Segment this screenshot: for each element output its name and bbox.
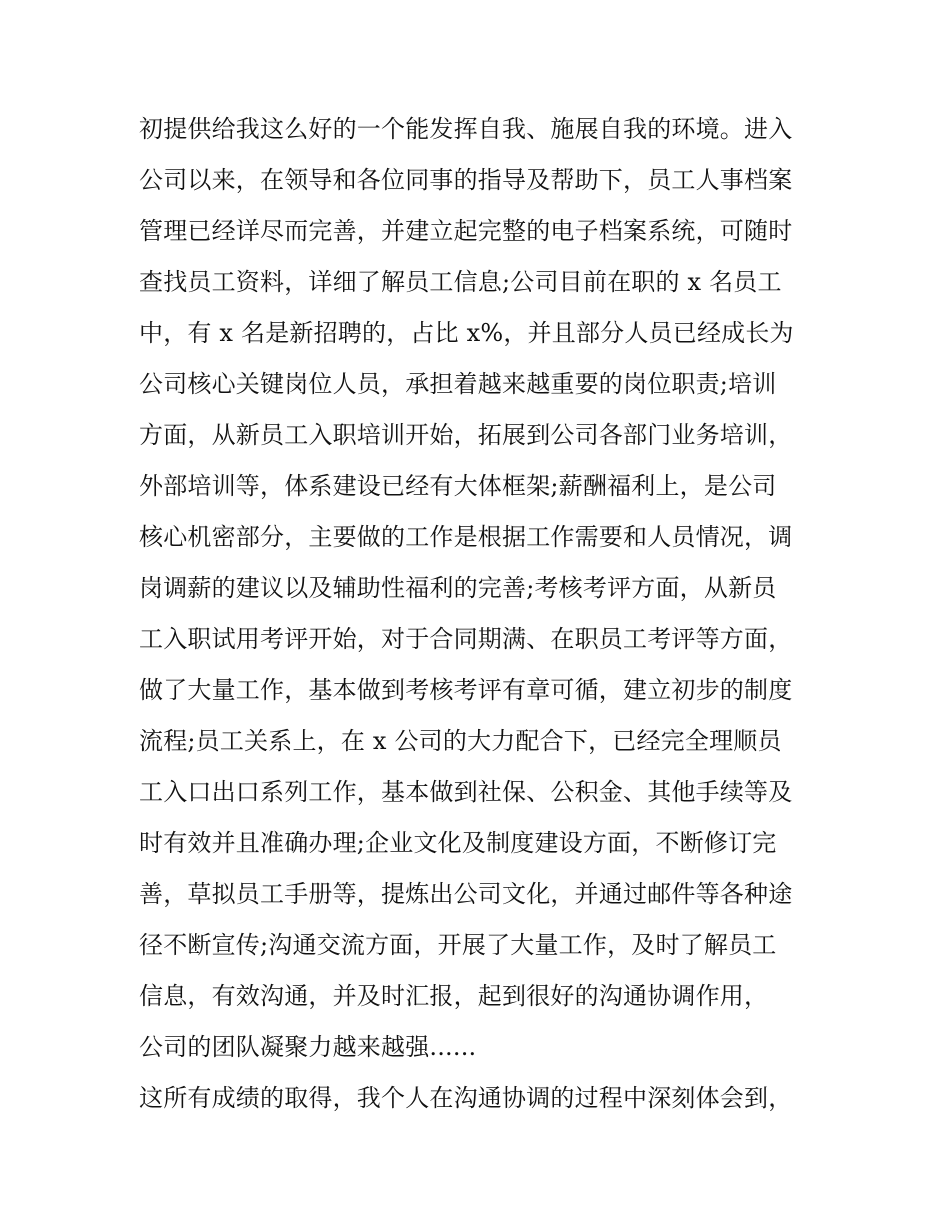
text-line: 公司的团队凝聚力越来越强...... (139, 1033, 477, 1061)
text-line: 外部培训等，体系建设已经有大体框架;薪酬福利上，是公司 (139, 472, 777, 500)
text-line: 工入职试用考评开始，对于合同期满、在职员工考评等方面， (139, 625, 793, 653)
text-line: 岗调薪的建议以及辅助性福利的完善;考核考评方面，从新员 (139, 574, 777, 602)
text-line: 时有效并且准确办理;企业文化及制度建设方面，不断修订完 (139, 829, 777, 857)
text-line: 径不断宣传;沟通交流方面，开展了大量工作，及时了解员工 (139, 931, 777, 959)
text-line: 信息，有效沟通，并及时汇报，起到很好的沟通协调作用， (139, 982, 769, 1010)
text-line: 查找员工资料，详细了解员工信息;公司目前在职的 x 名员工 (139, 268, 782, 296)
text-line: 做了大量工作，基本做到考核考评有章可循，建立初步的制度 (139, 676, 793, 704)
text-line: 流程;员工关系上，在 x 公司的大力配合下，已经完全理顺员 (139, 727, 782, 755)
text-line: 核心机密部分，主要做的工作是根据工作需要和人员情况，调 (139, 523, 793, 551)
text-line: 管理已经详尽而完善，并建立起完整的电子档案系统，可随时 (139, 217, 793, 245)
text-line: 公司以来，在领导和各位同事的指导及帮助下，员工人事档案 (139, 166, 793, 194)
text-line: 方面，从新员工入职培训开始，拓展到公司各部门业务培训， (139, 421, 793, 449)
text-line: 善，草拟员工手册等，提炼出公司文化，并通过邮件等各种途 (139, 880, 793, 908)
text-line: 初提供给我这么好的一个能发挥自我、施展自我的环境。进入 (139, 115, 793, 143)
text-line: 工入口出口系列工作，基本做到社保、公积金、其他手续等及 (139, 778, 793, 806)
text-line: 这所有成绩的取得，我个人在沟通协调的过程中深刻体会到， (139, 1084, 793, 1112)
text-line: 中，有 x 名是新招聘的，占比 x%，并且部分人员已经成长为 (139, 319, 794, 347)
text-line: 公司核心关键岗位人员，承担着越来越重要的岗位职责;培训 (139, 370, 777, 398)
